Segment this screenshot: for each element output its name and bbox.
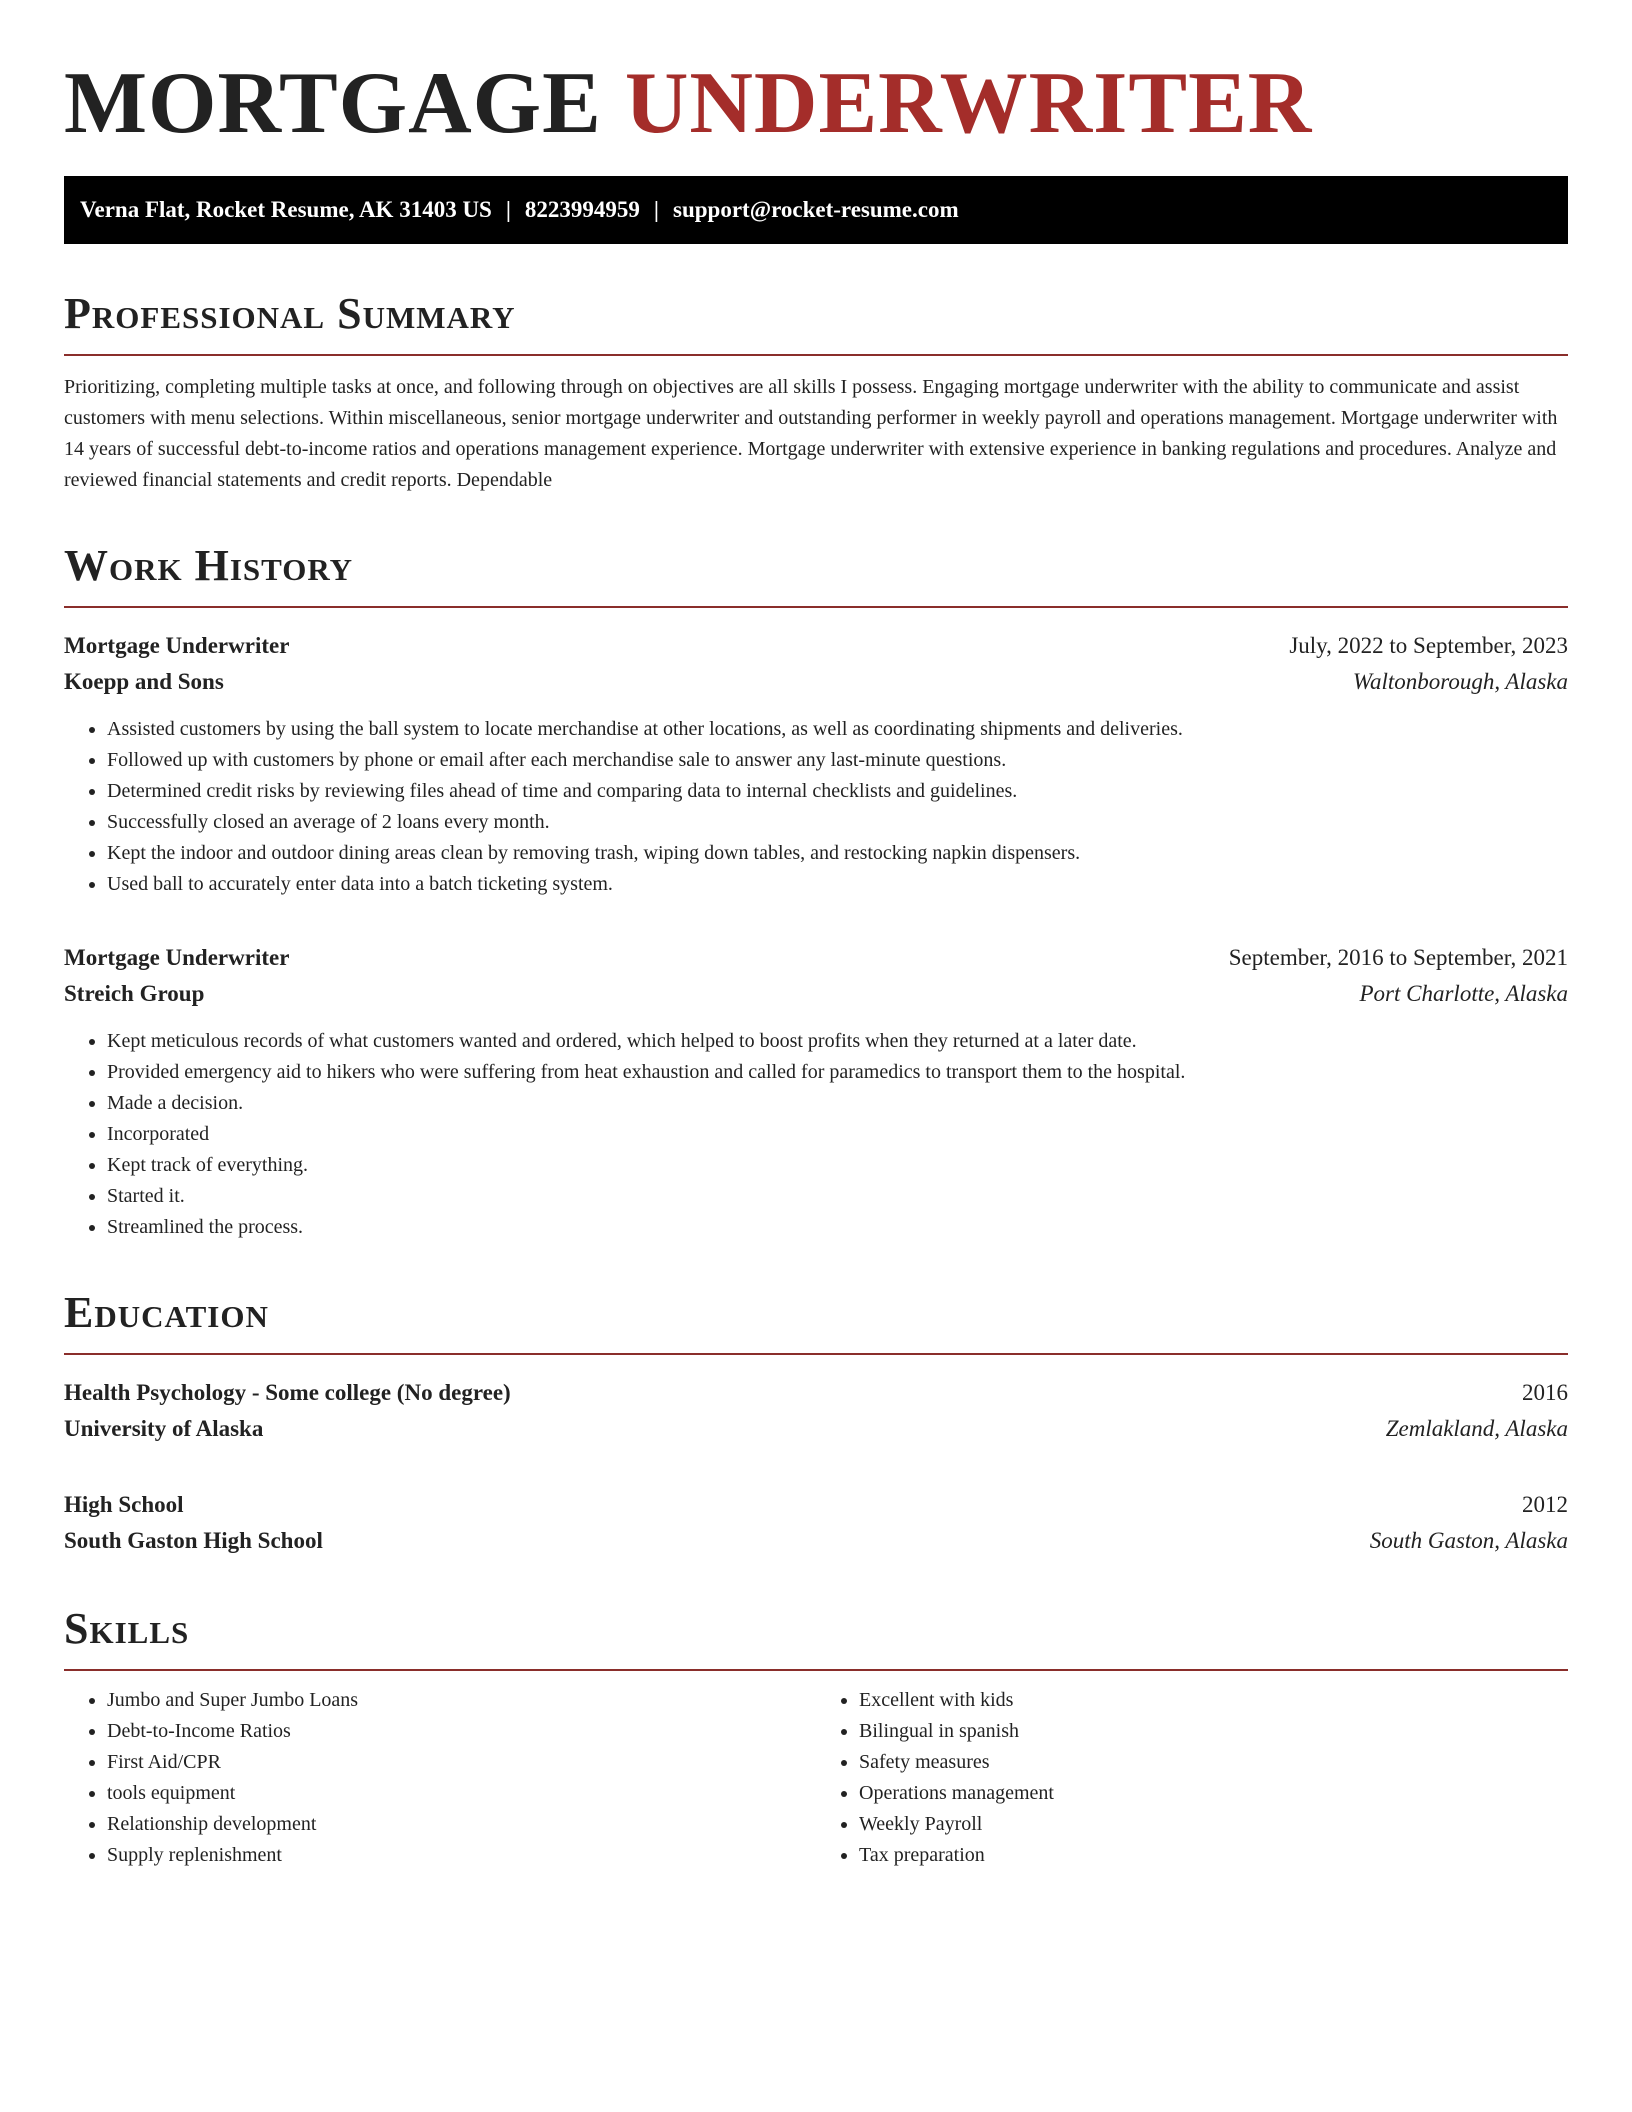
education-degree: High School xyxy=(64,1492,184,1517)
job-location: Waltonborough, Alaska xyxy=(1352,669,1568,694)
contact-address: Verna Flat, Rocket Resume, AK 31403 US xyxy=(80,197,492,222)
job-bullet: • Determined credit risks by reviewing files ahead of time and comparing data to internal checklists and guidelines. xyxy=(107,776,1568,807)
title-main: MORTGAGE xyxy=(64,55,602,152)
education-year: 2016 xyxy=(1522,1380,1568,1405)
skill-item: • First Aid/CPR xyxy=(107,1747,816,1778)
education-header-row xyxy=(64,1487,1568,1523)
title-accent: UNDERWRITER xyxy=(624,55,1313,152)
job-bullet: • Incorporated xyxy=(107,1119,1568,1150)
skills-heading: Skills xyxy=(64,1604,190,1653)
job-dates: July, 2022 to September, 2023 xyxy=(1289,633,1568,658)
resume-title xyxy=(64,54,1568,154)
skills-grid xyxy=(64,1685,1568,1871)
job-bullet: • Made a decision. xyxy=(107,1088,1568,1119)
section-divider xyxy=(64,354,1568,356)
job-bullet: • Streamlined the process. xyxy=(107,1212,1568,1243)
contact-phone: 8223994959 xyxy=(524,197,640,222)
job-company: Koepp and Sons xyxy=(64,669,224,694)
education-school: South Gaston High School xyxy=(64,1528,323,1553)
education-section xyxy=(64,1287,1568,1559)
job-bullets xyxy=(64,1026,1568,1243)
contact-separator: | xyxy=(505,197,511,222)
job-dates: September, 2016 to September, 2021 xyxy=(1228,945,1568,970)
section-divider xyxy=(64,1669,1568,1671)
job-title: Mortgage Underwriter xyxy=(64,945,290,970)
job-bullet: • Followed up with customers by phone or email after each merchandise sale to answer any last-minute questions. xyxy=(107,745,1568,776)
education-school: University of Alaska xyxy=(64,1416,264,1441)
skill-item: • Relationship development xyxy=(107,1809,816,1840)
job-bullet: • Assisted customers by using the ball system to locate merchandise at other locations, as well as coordinating shipments and deliveries. xyxy=(107,714,1568,745)
job-bullet: • Kept track of everything. xyxy=(107,1150,1568,1181)
education-header-row xyxy=(64,1375,1568,1411)
contact-email: support@rocket-resume.com xyxy=(673,197,959,222)
skills-column-right xyxy=(816,1685,1568,1871)
skill-item: • Supply replenishment xyxy=(107,1840,816,1871)
skill-item: • Bilingual in spanish xyxy=(859,1716,1568,1747)
job-bullet: • Successfully closed an average of 2 loans every month. xyxy=(107,807,1568,838)
job-title: Mortgage Underwriter xyxy=(64,633,290,658)
education-heading: Education xyxy=(64,1288,269,1337)
job-bullet: • Kept the indoor and outdoor dining areas clean by removing trash, wiping down tables, and restocking napkin dispensers. xyxy=(107,838,1568,869)
work-section xyxy=(64,540,1568,1243)
skill-item: • Tax preparation xyxy=(859,1840,1568,1871)
skill-item: • tools equipment xyxy=(107,1778,816,1809)
job-bullets xyxy=(64,714,1568,900)
job-bullet: • Used ball to accurately enter data into a batch ticketing system. xyxy=(107,869,1568,900)
job-company-row xyxy=(64,976,1568,1012)
education-degree: Health Psychology - Some college (No degree) xyxy=(64,1380,511,1405)
summary-heading: Professional Summary xyxy=(64,289,516,338)
education-school-row xyxy=(64,1523,1568,1559)
section-divider xyxy=(64,606,1568,608)
job-bullet: • Provided emergency aid to hikers who were suffering from heat exhaustion and called for paramedics to transport them to the hospital. xyxy=(107,1057,1568,1088)
job-location: Port Charlotte, Alaska xyxy=(1359,981,1568,1006)
job-company-row xyxy=(64,664,1568,700)
job-entry xyxy=(64,628,1568,900)
skills-section xyxy=(64,1603,1568,1871)
contact-bar xyxy=(64,176,1568,244)
summary-text: Prioritizing, completing multiple tasks at once, and following through on objectives are all skills I possess. Engaging mortgage underwriter with the ability to communicate and assist customers with menu selections. Within miscellaneous, senior mortgage underwriter and outstanding performer in weekly payroll and operations management. Mortgage underwriter with 14 years of successful debt-to-income ratios and operations management experience. Mortgage underwriter with extensive experience in banking regulations and procedures. Analyze and reviewed financial statements and credit reports. Dependable xyxy=(64,376,1558,491)
job-bullet: • Started it. xyxy=(107,1181,1568,1212)
job-header-row xyxy=(64,940,1568,976)
education-school-row xyxy=(64,1411,1568,1447)
skills-column-left xyxy=(64,1685,816,1871)
education-location: Zemlakland, Alaska xyxy=(1385,1416,1568,1441)
education-entry xyxy=(64,1487,1568,1559)
job-bullet: • Kept meticulous records of what customers wanted and ordered, which helped to boost profits when they returned at a later date. xyxy=(107,1026,1568,1057)
education-year: 2012 xyxy=(1522,1492,1568,1517)
section-divider xyxy=(64,1353,1568,1355)
summary-section xyxy=(64,288,1568,496)
skill-item: • Debt-to-Income Ratios xyxy=(107,1716,816,1747)
skill-item: • Excellent with kids xyxy=(859,1685,1568,1716)
job-entry xyxy=(64,940,1568,1243)
skill-item: • Weekly Payroll xyxy=(859,1809,1568,1840)
contact-separator: | xyxy=(653,197,659,222)
skill-item: • Jumbo and Super Jumbo Loans xyxy=(107,1685,816,1716)
job-header-row xyxy=(64,628,1568,664)
job-company: Streich Group xyxy=(64,981,205,1006)
skill-item: • Operations management xyxy=(859,1778,1568,1809)
education-location: South Gaston, Alaska xyxy=(1369,1528,1568,1553)
work-heading: Work History xyxy=(64,541,354,590)
skill-item: • Safety measures xyxy=(859,1747,1568,1778)
education-entry xyxy=(64,1375,1568,1447)
